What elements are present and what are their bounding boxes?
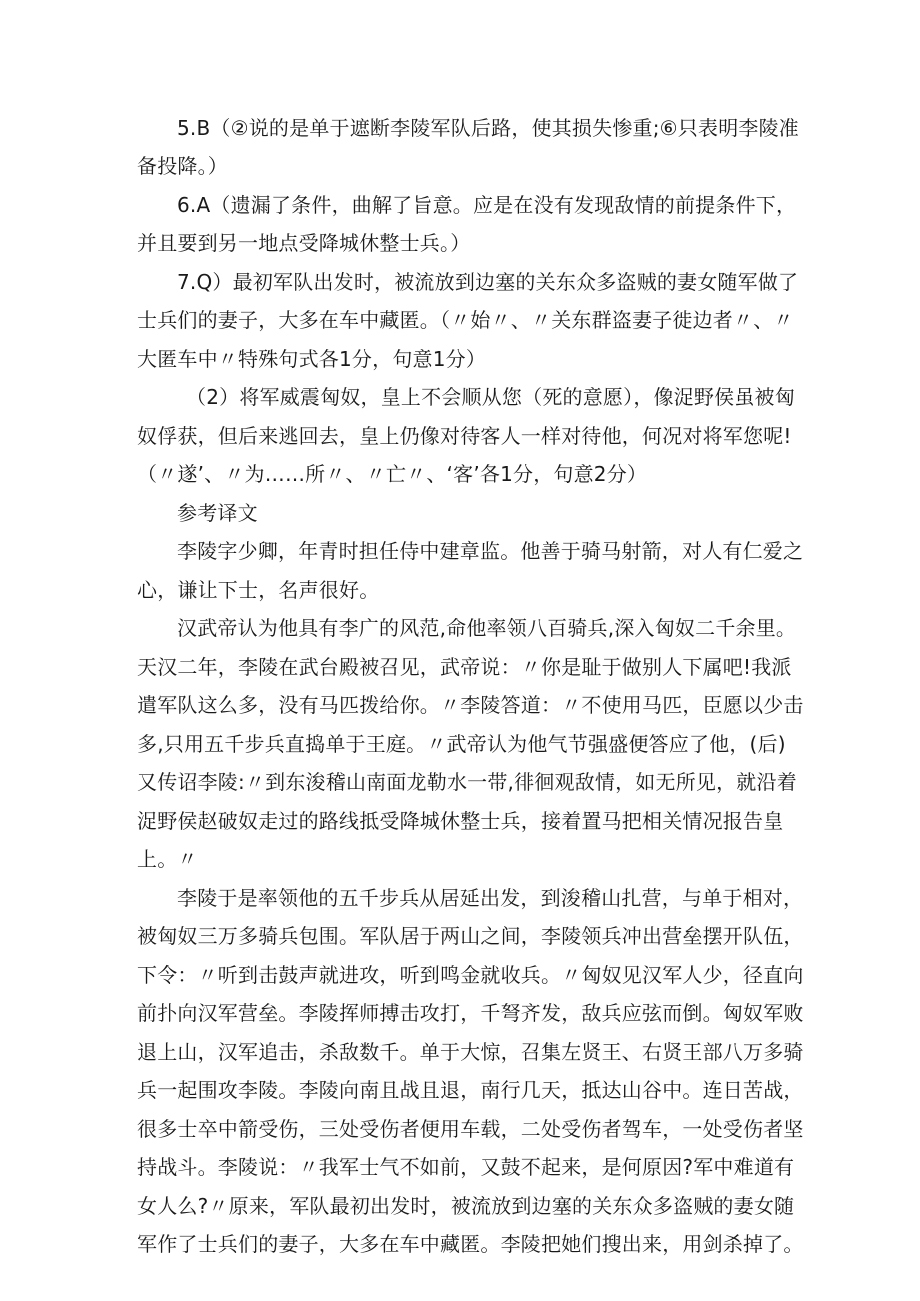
para-3-line-9: 女人么?〃原来，军队最初出发时，被流放到边塞的关东众多盗贼的妻女随 xyxy=(137,1194,795,1218)
para-2-line-5: 又传诏李陵:〃到东浚稽山南面龙勒水一带,徘徊观敌情，如无所见，就沿着 xyxy=(137,770,797,794)
para-2-line-6: 浞野侯赵破奴走过的路线抵受降城休整士兵，接着置马把相关情况报告皇 xyxy=(137,809,784,833)
para-2-line-3: 遣军队这么多，没有马匹拨给你。〃李陵答道：〃不使用马匹，臣愿以少击 xyxy=(137,693,804,717)
answer-7-2-line-2: 奴俘获，但后来逃回去，皇上仍像对待客人一样对待他，何况对将军您呢! xyxy=(137,424,792,448)
para-3-line-5: 退上山，汉军追击，杀敌数千。单于大惊，召集左贤王、右贤王部八万多骑 xyxy=(137,1040,804,1064)
para-2-line-1: 汉武帝认为他具有李广的风范,命他率领八百骑兵,深入匈奴二千余里。 xyxy=(177,616,797,640)
para-3-line-4: 前扑向汉军营垒。李陵挥师搏击攻打，千弩齐发，敌兵应弦而倒。匈奴军败 xyxy=(137,1001,804,1025)
para-3-line-7: 很多士卒中箭受伤，三处受伤者便用车载，二处受伤者驾车，一处受伤者坚 xyxy=(137,1117,804,1141)
para-1-line-2: 心，谦让下士，名声很好。 xyxy=(137,578,380,602)
para-3-line-2: 被匈奴三万多骑兵包围。军队居于两山之间，李陵领兵冲出营垒摆开队伍， xyxy=(137,924,804,948)
answer-6-line-1: 6.A（遗漏了条件，曲解了旨意。应是在没有发现敌情的前提条件下， xyxy=(177,193,797,217)
answer-7-1-line-1: 7.Q）最初军队出发时，被流放到边塞的关东众多盗贼的妻女随军做了 xyxy=(177,270,799,294)
answer-7-2-line-3: （〃遂’、〃为……所〃、〃亡〃、‘客’各1分，句意2分） xyxy=(137,462,648,486)
para-2-line-2: 天汉二年，李陵在武台殿被召见，武帝说：〃你是耻于做别人下属吧!我派 xyxy=(137,655,792,679)
answer-5-line-2: 备投降。） xyxy=(137,154,228,178)
answer-7-1-line-3: 大匿车中〃特殊句式各1分，句意1分） xyxy=(137,347,487,371)
para-3-line-6: 兵一起围攻李陵。李陵向南且战且退，南行几天，抵达山谷中。连日苦战， xyxy=(137,1078,804,1102)
answer-6-line-2: 并且要到另一地点受降城休整士兵。） xyxy=(137,231,471,255)
para-3-line-10: 军作了士兵们的妻子，大多在车中藏匿。李陵把她们搜出来，用剑杀掉了。 xyxy=(137,1232,804,1256)
para-2-line-4: 多,只用五千步兵直捣单于王庭。〃武帝认为他气节强盛便答应了他，(后) xyxy=(137,732,786,756)
para-3-line-8: 持战斗。李陵说：〃我军士气不如前，又鼓不起来，是何原因?军中难道有 xyxy=(137,1155,795,1179)
answer-7-1-line-2: 士兵们的妻子，大多在车中藏匿。（〃始〃、〃关东群盗妻子徙边者〃、〃 xyxy=(137,308,794,332)
para-1-line-1: 李陵字少卿，年青时担任侍中建章监。他善于骑马射箭，对人有仁爱之 xyxy=(177,539,804,563)
answer-7-2-line-1: （2）将军威震匈奴，皇上不会顺从您（死的意愿），像浞野侯虽被匈 xyxy=(186,385,795,409)
answer-5-line-1: 5.B（②说的是单于遮断李陵军队后路，使其损失惨重;⑥只表明李陵准 xyxy=(177,116,799,140)
section-heading: 参考译文 xyxy=(177,501,258,525)
para-3-line-3: 下令：〃听到击鼓声就进攻，听到鸣金就收兵。〃匈奴见汉军人少，径直向 xyxy=(137,963,804,987)
para-2-line-7: 上。〃 xyxy=(137,847,198,871)
para-3-line-1: 李陵于是率领他的五千步兵从居延出发，到浚稽山扎营，与单于相对， xyxy=(177,886,804,910)
